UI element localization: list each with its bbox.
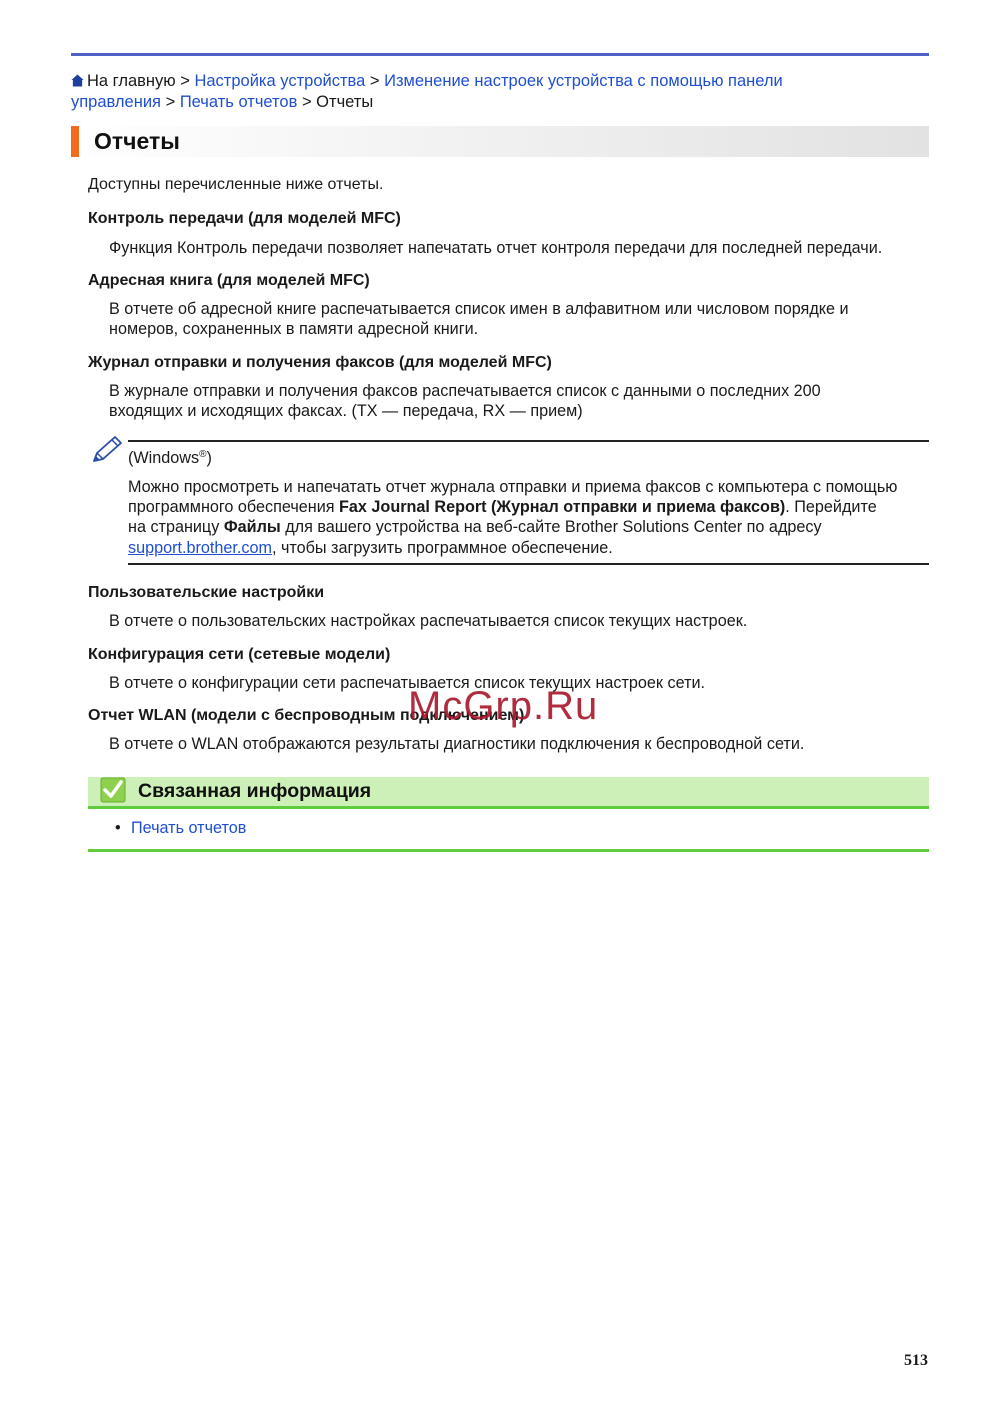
section-body-line: В журнале отправки и получения факсов распечатывается список с данными о последних 200 xyxy=(109,382,821,400)
related-info-title: Связанная информация xyxy=(138,780,372,802)
note-line-text: программного обеспечения xyxy=(128,498,340,517)
section-body-wlan-report: В отчете о WLAN отображаются результаты диагностики подключения к беспроводной сети. xyxy=(109,735,805,753)
related-info-header xyxy=(88,777,929,809)
section-title-transmission: Контроль передачи (для моделей MFC) xyxy=(88,210,401,227)
section-body-line: входящих и исходящих факсах. (TX — передача, RX — прием) xyxy=(109,402,583,420)
section-body-user-settings: В отчете о пользовательских настройках распечатывается список текущих настроек. xyxy=(109,612,748,630)
section-body-address-book xyxy=(109,299,929,339)
section-title-user-settings: Пользовательские настройки xyxy=(88,584,325,601)
section-body-transmission: Функция Контроль передачи позволяет напечатать отчет контроля передачи для последней передачи. xyxy=(109,239,883,257)
note-line: Можно просмотреть и напечатать отчет журнала отправки и приема факсов с компьютера с помощью xyxy=(128,478,898,496)
page-title: Отчеты xyxy=(94,128,180,154)
registered-mark: ® xyxy=(199,449,207,460)
breadcrumb-home[interactable]: На главную xyxy=(87,72,176,90)
section-title-fax-journal: Журнал отправки и получения факсов (для моделей MFC) xyxy=(88,354,552,371)
files-page-name: Файлы xyxy=(223,518,281,537)
software-name: Fax Journal Report (Журнал отправки и приема факсов) xyxy=(339,498,786,517)
breadcrumb-link-change-settings-part1: Изменение настроек устройства с помощью панели xyxy=(384,72,783,90)
pencil-icon xyxy=(90,435,124,465)
note-box xyxy=(88,440,929,565)
section-title-address-book: Адресная книга (для моделей MFC) xyxy=(88,272,370,289)
note-line-text: . Перейдите xyxy=(785,498,877,517)
section-body-fax-journal xyxy=(109,381,929,421)
breadcrumb-separator: > xyxy=(297,93,317,111)
bottom-rule xyxy=(88,849,929,852)
intro-text: Доступны перечисленные ниже отчеты. xyxy=(88,176,384,193)
breadcrumb-separator: > xyxy=(365,72,385,90)
section-body-network-config: В отчете о конфигурации сети распечатывается список текущих настроек сети. xyxy=(109,674,706,692)
note-rule-bottom xyxy=(128,563,929,565)
note-heading-end: ) xyxy=(206,449,212,467)
breadcrumb-link-change-settings-part2: управления xyxy=(71,93,161,111)
section-title-wlan-report: Отчет WLAN (модели с беспроводным подключением) xyxy=(88,707,525,724)
check-icon xyxy=(100,777,126,803)
breadcrumb xyxy=(71,71,929,113)
title-accent xyxy=(71,126,79,157)
note-rule-top xyxy=(128,440,929,442)
note-heading xyxy=(128,449,212,468)
page-number: 513 xyxy=(904,1352,928,1369)
watermark: McGrp.Ru xyxy=(408,684,599,728)
note-line xyxy=(128,538,929,558)
related-link-print-reports[interactable]: Печать отчетов xyxy=(131,819,247,837)
note-line xyxy=(128,517,929,537)
section-body-line: номеров, сохраненных в памяти адресной книги. xyxy=(109,320,479,338)
note-heading-text: (Windows xyxy=(128,449,200,467)
note-line xyxy=(128,497,929,517)
breadcrumb-link-print-reports[interactable]: Печать отчетов xyxy=(179,93,298,111)
bullet: • xyxy=(115,819,121,837)
breadcrumb-link-device-setup[interactable]: Настройка устройства xyxy=(194,72,366,90)
related-rule xyxy=(88,806,929,809)
note-text xyxy=(128,477,929,558)
breadcrumb-separator: > xyxy=(175,72,195,90)
top-rule xyxy=(71,53,929,56)
note-line-text: для вашего устройства на веб-сайте Brother Solutions Center по адресу xyxy=(280,518,822,537)
note-line-text: , чтобы загрузить программное обеспечение. xyxy=(271,538,613,557)
home-icon[interactable] xyxy=(71,74,84,87)
section-body-line: В отчете об адресной книге распечатывается список имен в алфавитном или числовом порядке и xyxy=(109,300,849,318)
note-line-text: на страницу xyxy=(128,518,224,537)
section-title-network-config: Конфигурация сети (сетевые модели) xyxy=(88,646,391,663)
breadcrumb-current: Отчеты xyxy=(316,93,374,111)
support-link[interactable]: support.brother.com xyxy=(128,538,272,557)
breadcrumb-separator: > xyxy=(161,93,180,111)
page-title-bar xyxy=(71,126,929,157)
